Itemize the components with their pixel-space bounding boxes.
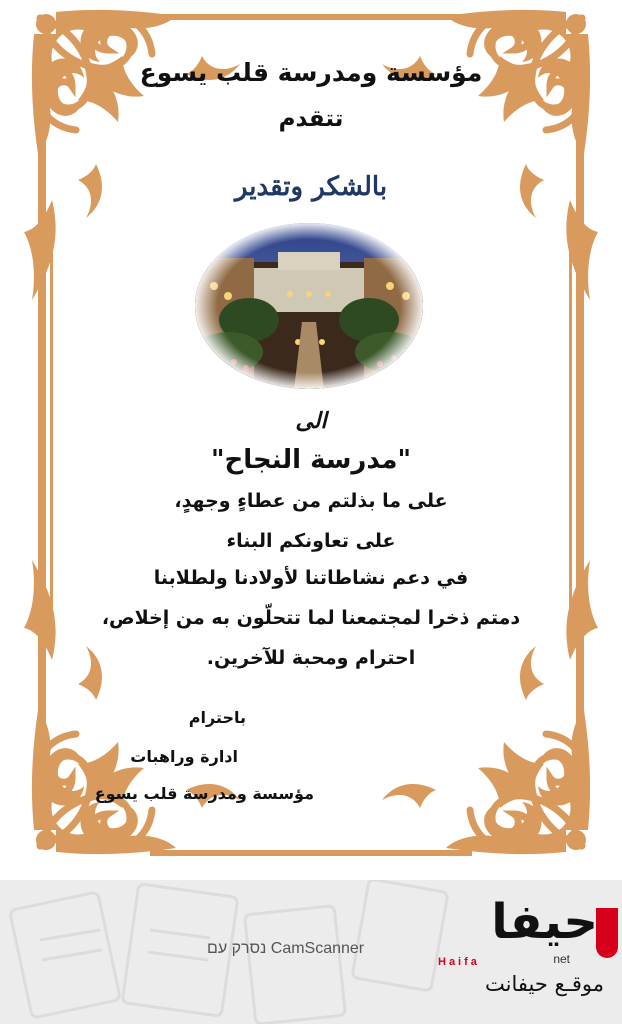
body-line: في دعم نشاطاتنا لأولادنا ولطلابنا xyxy=(153,567,469,589)
body-line: دمتم ذخرا لمجتمعنا لما تتحلّون به من إخلاص، xyxy=(101,607,521,629)
logo-latin-text: Haifa xyxy=(438,956,480,968)
school-courtyard-photo xyxy=(194,222,424,390)
logo-accent xyxy=(596,908,618,958)
presents-text: تتقدم xyxy=(278,106,344,132)
logo-net-text: net xyxy=(553,952,570,966)
thanks-heading: بالشكر وتقدير xyxy=(234,172,388,202)
logo-subtitle: موقـع حيفانت xyxy=(485,972,604,996)
camscanner-label: נסרק עם CamScanner xyxy=(207,940,365,957)
body-line: احترام ومحبة للآخرين. xyxy=(206,647,416,669)
to-text: الى xyxy=(295,408,327,434)
recipient-school: "مدرسة النجاح" xyxy=(210,445,412,475)
logo-wordmark: حيفا xyxy=(491,894,598,950)
body-line: على تعاونكم البناء xyxy=(226,530,396,552)
body-line: على ما بذلتم من عطاءٍ وجهدٍ، xyxy=(174,490,448,512)
signature-regards: باحترام xyxy=(188,708,246,727)
signature-institution: مؤسسة ومدرسة قلب يسوع xyxy=(94,784,314,803)
institution-title: مؤسسة ومدرسة قلب يسوع xyxy=(139,58,483,87)
signature-management: ادارة وراهبات xyxy=(130,747,238,766)
haifanet-logo xyxy=(428,892,618,1016)
